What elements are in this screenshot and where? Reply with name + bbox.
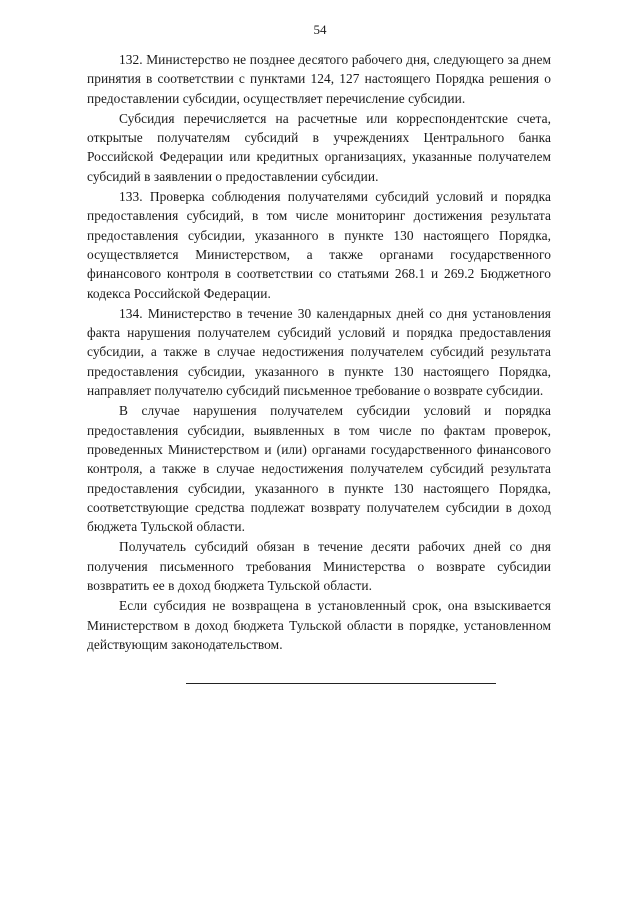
paragraph-subsidy-accounts: Субсидия перечисляется на расчетные или корреспондентские счета, открытые получателям субсидий в учреждениях Центрального банка Российской Федерации или кредитных организациях, указанные получателем субсидий в заявлении о предоставлении субсидии. [87,110,551,184]
paragraph-133: 133. Проверка соблюдения получателями субсидий условий и порядка предоставления субсидий, в том числе мониторинг достижения результата предоставления субсидии, указанного в пункте 130 настоящего Порядка, осуществляется Министерством, а также органами государственного финансового контроля в соответствии со статьями 268.1 и 269.2 Бюджетного кодекса Российской Федерации. [87,189,551,301]
paragraph-refund-deadline: Получатель субсидий обязан в течение десяти рабочих дней со дня получения письменного требования Министерства о возврате субсидии возвратить ее в доход бюджета Тульской области. [87,539,551,594]
paragraph-134: 134. Министерство в течение 30 календарных дней со дня установления факта нарушения получателем субсидий условий и порядка предоставления субсидии, а также в случае недостижения получателем субсидий результата предоставления субсидии, указанного в пункте 130 настоящего Порядка, направляет получателю субсидий письменное требование о возврате субсидии. [87,305,551,399]
end-of-document-rule [186,683,496,684]
paragraph-violation-refund: В случае нарушения получателем субсидии условий и порядка предоставления субсидии, выявленных в том числе по фактам проверок, проведенных Министерством и (или) органами государственного финансового контроля, а также в случае недостижения получателем субсидий результата предоставления субсидии, указанного в пункте 130 настоящего Порядка, соответствующие средства подлежат возврату получателем субсидии в доход бюджета Тульской области. [87,403,551,535]
page-number: 54 [313,22,327,37]
paragraph-132: 132. Министерство не позднее десятого рабочего дня, следующего за днем принятия в соответствии с пунктами 124, 127 настоящего Порядка решения о предоставлении субсидии, осуществляет перечисление субсидии. [87,52,551,106]
document-body [87,50,551,654]
paragraph-enforced-recovery: Если субсидия не возвращена в установленный срок, она взыскивается Министерством в доход бюджета Тульской области в порядке, установленном действующим законодательством. [87,598,551,652]
